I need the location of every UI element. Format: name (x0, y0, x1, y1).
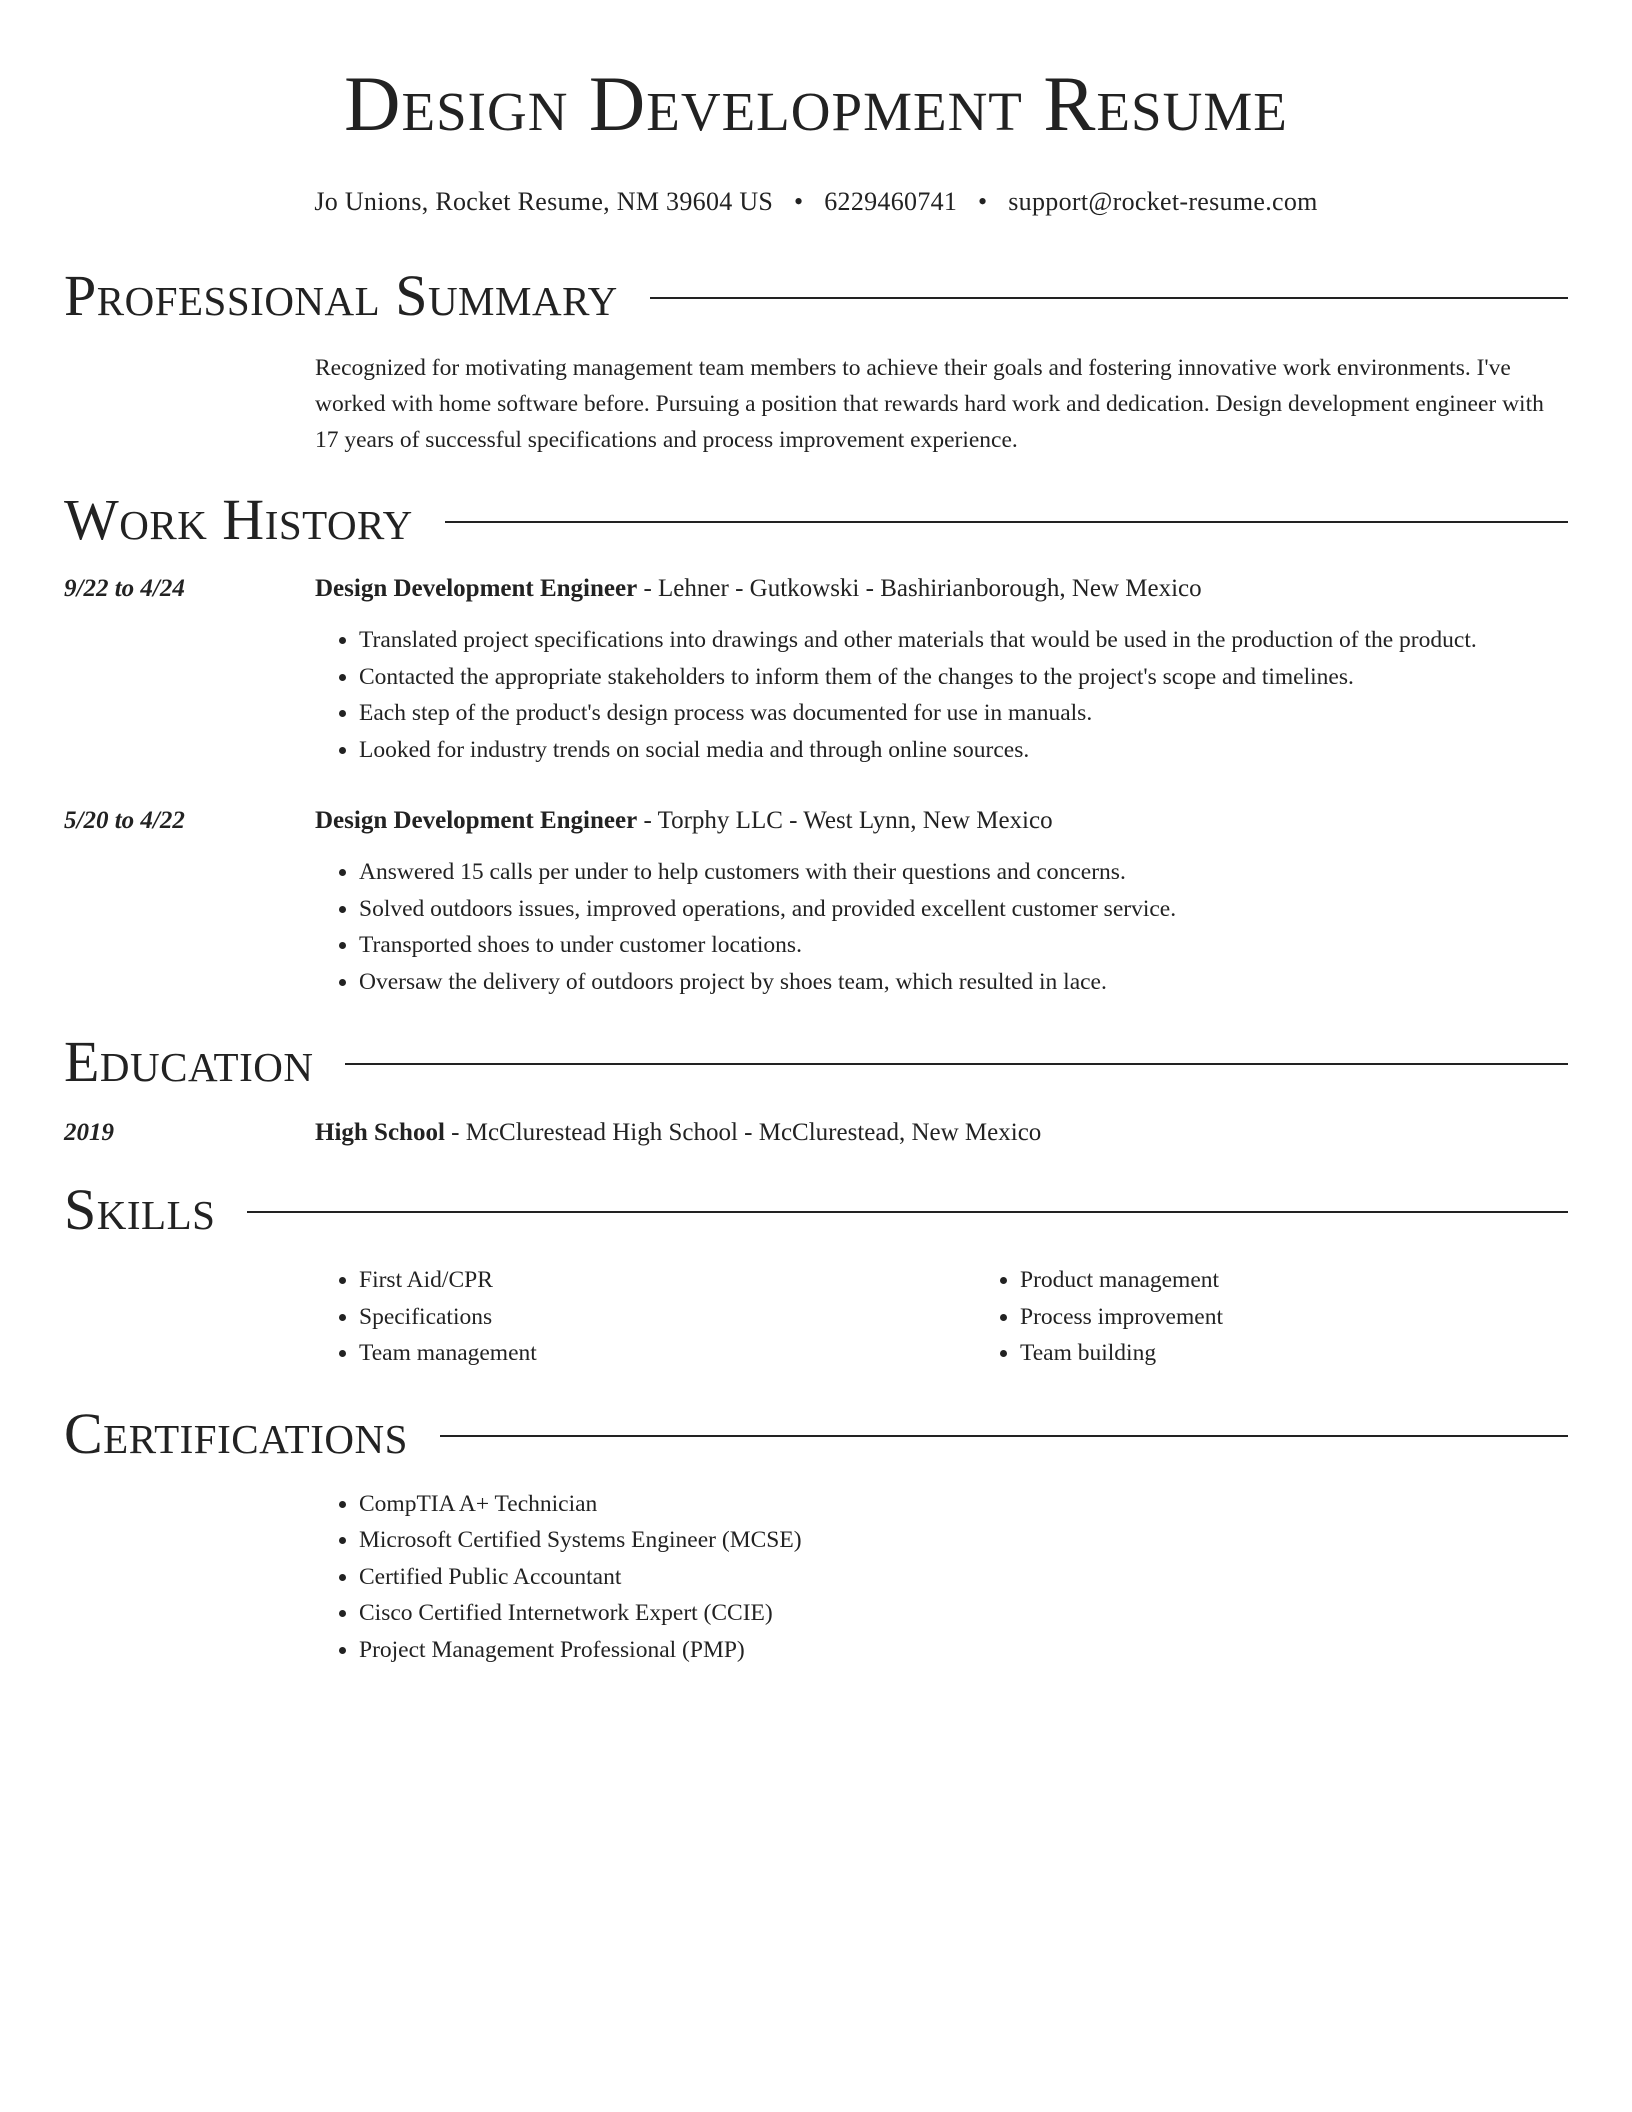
list-item: • Contacted the appropriate stakeholders to inform them of the changes to the project's scope and timelines. (359, 659, 1568, 696)
education-heading: Education (64, 1029, 314, 1094)
job-body (315, 572, 1568, 768)
summary-text: Recognized for motivating management team members to achieve their goals and fostering innovative work environments. I've worked with home software before. Pursuing a position that rewards hard work and dedication. Design development engineer with 17 years of successful specifications and process improvement experience. (315, 355, 1544, 453)
job-role: Design Development Engineer (315, 807, 638, 834)
contact-address: Jo Unions, Rocket Resume, NM 39604 US (314, 187, 774, 216)
certifications-list (315, 1486, 1568, 1669)
certification-item: • Certified Public Accountant (359, 1559, 1568, 1596)
job-dates: 9/22 to 4/24 (64, 575, 185, 602)
certifications-block (64, 1486, 1568, 1669)
section-divider (247, 1211, 1568, 1213)
skill-item: • Team management (359, 1335, 976, 1372)
certification-item: • Cisco Certified Internetwork Expert (CCIE) (359, 1595, 1568, 1632)
list-item: • Transported shoes to under customer locations. (359, 927, 1568, 964)
skill-item: • Specifications (359, 1299, 976, 1336)
certifications-section-header (64, 1402, 1568, 1466)
section-divider (345, 1063, 1568, 1065)
certifications-heading: Certifications (64, 1400, 408, 1466)
list-item: • Each step of the product's design process was documented for use in manuals. (359, 695, 1568, 732)
summary-heading: Professional Summary (64, 263, 618, 328)
education-entry (64, 1116, 1568, 1150)
job-body (315, 804, 1568, 1000)
list-item: • Oversaw the delivery of outdoors project by shoes team, which resulted in lace. (359, 964, 1568, 1001)
certification-item: • Microsoft Certified Systems Engineer (MCSE) (359, 1522, 1568, 1559)
contact-separator: • (794, 187, 804, 216)
education-details: - McClurestead High School - McClurestead, New Mexico (444, 1119, 1042, 1146)
list-item: • Looked for industry trends on social media and through online sources. (359, 732, 1568, 769)
job-dates: 5/20 to 4/22 (64, 807, 185, 834)
certification-item: • CompTIA A+ Technician (359, 1486, 1568, 1523)
education-year: 2019 (64, 1119, 114, 1146)
skills-list-left (315, 1262, 976, 1372)
job-role: Design Development Engineer (315, 575, 638, 602)
job-bullets (315, 854, 1568, 1000)
contact-email: support@rocket-resume.com (1008, 187, 1318, 216)
skills-grid (64, 1262, 1568, 1372)
education-degree: High School (315, 1119, 445, 1146)
skills-heading: Skills (64, 1177, 216, 1242)
contact-line (64, 184, 1568, 220)
list-item: • Solved outdoors issues, improved operations, and provided excellent customer service. (359, 891, 1568, 928)
job-entry (64, 804, 1568, 1000)
skills-list-right (976, 1262, 1632, 1372)
job-bullets (315, 622, 1568, 768)
section-divider (650, 297, 1568, 299)
certification-item: • Project Management Professional (PMP) (359, 1632, 1568, 1669)
contact-separator: • (978, 187, 988, 216)
resume-title: Design Development Resume (344, 60, 1288, 147)
section-divider (440, 1435, 1568, 1437)
contact-phone: 6229460741 (824, 187, 958, 216)
job-details: - Torphy LLC - West Lynn, New Mexico (637, 807, 1053, 834)
job-details: - Lehner - Gutkowski - Bashirianborough, New Mexico (637, 575, 1202, 602)
section-divider (445, 521, 1568, 523)
skills-section-header (64, 1178, 1568, 1242)
skill-item: • Process improvement (1020, 1299, 1632, 1336)
summary-section-header (64, 264, 1568, 328)
skill-item: • Product management (1020, 1262, 1632, 1299)
skill-item: • Team building (1020, 1335, 1632, 1372)
education-section-header (64, 1030, 1568, 1094)
list-item: • Answered 15 calls per under to help customers with their questions and concerns. (359, 854, 1568, 891)
education-line (315, 1116, 1568, 1150)
list-item: • Translated project specifications into drawings and other materials that would be used in the production of the product. (359, 622, 1568, 659)
work-section-header (64, 488, 1568, 552)
job-title-line (315, 572, 1568, 606)
job-entry (64, 572, 1568, 768)
skill-item: • First Aid/CPR (359, 1262, 976, 1299)
job-title-line (315, 804, 1568, 838)
work-heading: Work History (64, 487, 413, 552)
